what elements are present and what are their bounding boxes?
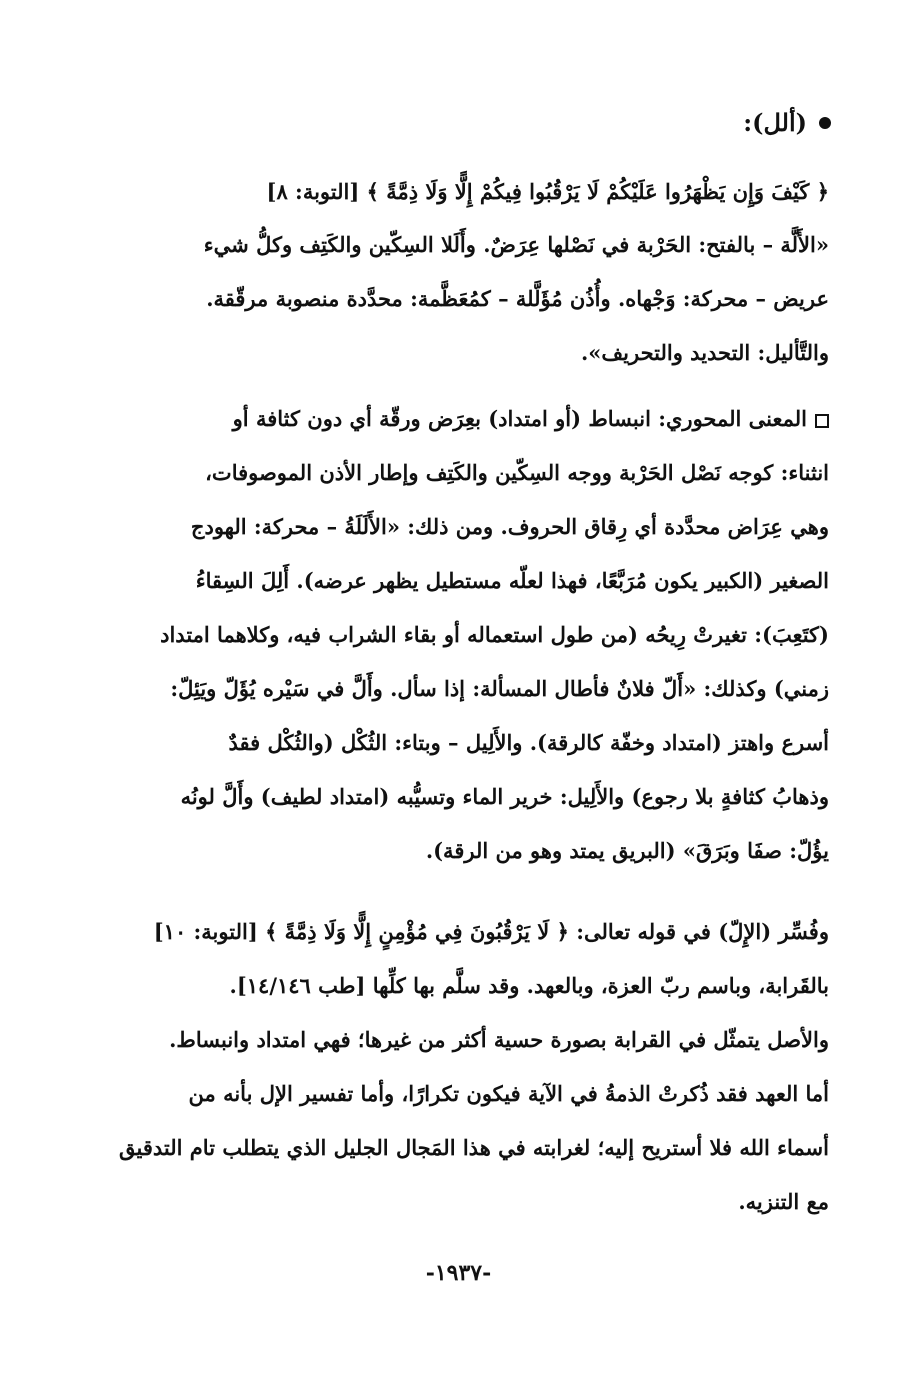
quran-verse: ﴿ كَيْفَ وَإِن يَظْهَرُوا عَلَيْكُمْ لَا يَرْقُبُوا فِيكُمْ إِلًّا وَلَا ذِمَّةً ﴾ [التوبة: ٨] bbox=[266, 179, 829, 204]
definition-line: «الأَلَّة – بالفتح: الحَرْبة في نَصْلها عِرَضٌ. وأَلَلا السِكّين والكَتِف وكلُّ شيء bbox=[203, 232, 829, 257]
definition-line: والتَّأليل: التحديد والتحريف». bbox=[580, 340, 829, 365]
paragraph-line: انبساط (أو امتداد) بعِرَض ورقّة أي دون كثافة أو bbox=[232, 406, 651, 431]
paragraph-line: الصغير (الكبير يكون مُرَبَّعًا، فهذا لعلّه مستطيل يظهر عرضه). أَلِلَ السِقاءُ bbox=[195, 568, 829, 593]
core-meaning-paragraph bbox=[112, 392, 829, 878]
entry-heading-text: (ألل): bbox=[743, 108, 807, 137]
paragraph-line: (كتَعِبَ): تغيرتْ رِيحُه (من طول استعماله أو بقاء الشراب فيه، وكلاهما امتداد bbox=[160, 622, 829, 647]
core-meaning-first-line bbox=[112, 392, 829, 446]
paragraph-line: وهي عِرَاض محدَّدة أي رِقاق الحروف. ومن ذلك: «الأَلَلَةُ – محركة: الهودج bbox=[190, 514, 829, 539]
paragraph-line: أسماء الله فلا أستريح إليه؛ لغرابته في هذا المَجال الجليل الذي يتطلب تام التدقيق bbox=[119, 1135, 829, 1160]
square-bullet-icon bbox=[815, 414, 829, 428]
paragraph-line: وذهابُ كثافةٍ بلا رجوع) والأَلِيل: خرير الماء وتسيُّبه (امتداد لطيف) وأَلَّ لونُه bbox=[180, 784, 829, 809]
paragraph-line: انثناء: كوجه نَصْل الحَرْبة ووجه السِكّين والكَتِف وإطار الأذن الموصوفات، bbox=[205, 460, 829, 485]
paragraph-line: أسرع واهتز (امتداد وخفّة كالرقة). والأَلِيل – وبتاء: الثُكْل (والثُكْل فقدٌ bbox=[228, 730, 829, 755]
commentary-paragraph bbox=[112, 905, 829, 1229]
entry-heading bbox=[743, 108, 831, 137]
paragraph-line: والأصل يتمثّل في القرابة بصورة حسية أكثر من غيرها؛ فهي امتداد وانبساط. bbox=[169, 1027, 829, 1052]
bullet-icon bbox=[819, 117, 831, 129]
paragraph-line: يؤُلّ: صفَا وبَرَقَ» (البريق يمتد وهو من الرقة). bbox=[425, 838, 829, 863]
paragraph-line: زمني) وكذلك: «أَلّ فلانٌ فأطال المسألة: إذا سأل. وأَلَّ في سَيْره يُؤَلّ ويَئِلّ: bbox=[170, 676, 829, 701]
definition-line: عريض – محركة: وَجْهاه. وأُذُن مُؤَلَّلة – كمُعَظَّمة: محدَّدة منصوبة مرقّقة. bbox=[206, 286, 829, 311]
paragraph-line: مع التنزيه. bbox=[738, 1189, 829, 1214]
dictionary-definition bbox=[112, 218, 829, 380]
page-number: -١٩٣٧- bbox=[425, 1260, 492, 1286]
paragraph-line: أما العهد فقد ذُكرتْ الذمةُ في الآية فيكون تكرارًا، وأما تفسير الإل بأنه من bbox=[188, 1081, 829, 1106]
paragraph-line: بالقَرابة، وباسم ربّ العزة، وبالعهد. وقد سلَّم بها كلِّها [طب ١٤/١٤٦]. bbox=[229, 973, 829, 998]
paragraph-line: وفُسِّر (الإِلّ) في قوله تعالى: ﴿ لَا يَرْقُبُونَ فِي مُؤْمِنٍ إِلًّا وَلَا ذِمَّةً ﴾ [التوبة: ١٠] bbox=[153, 919, 829, 944]
core-meaning-label: المعنى المحوري: bbox=[658, 406, 807, 431]
